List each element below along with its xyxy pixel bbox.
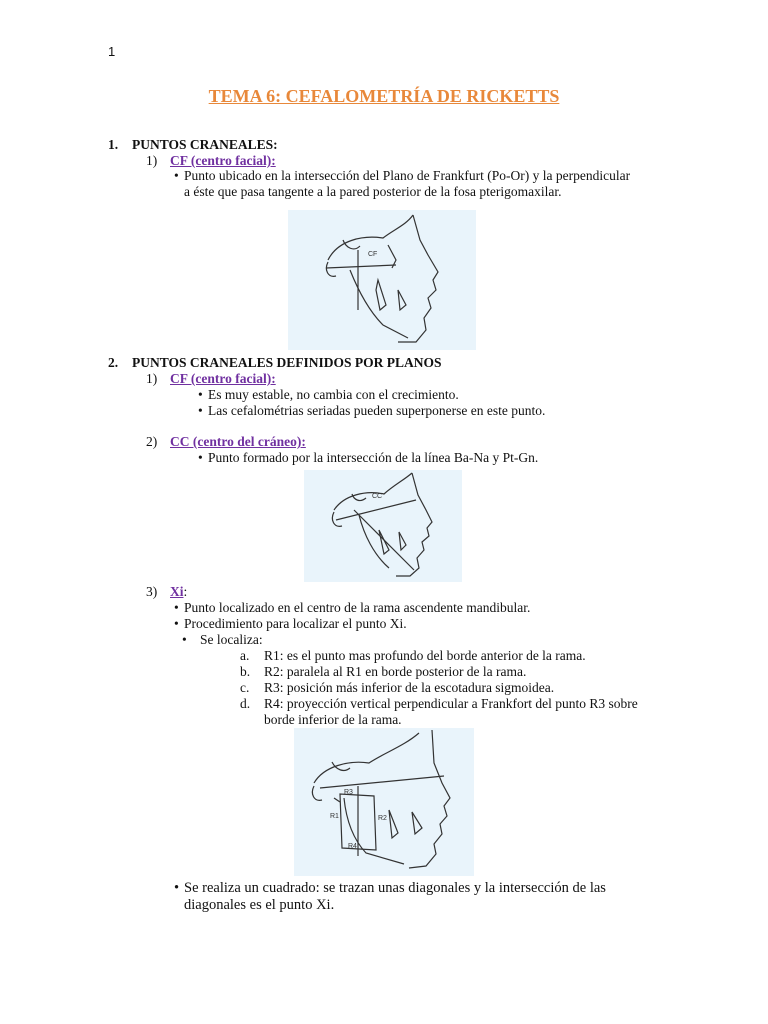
step-d-cont: borde inferior de la rama. xyxy=(264,712,402,727)
step-text: R2: paralela al R1 en borde posterior de la rama. xyxy=(264,664,527,679)
bullet-text: Punto ubicado en la intersección del Plano de Frankfurt (Po-Or) y la perpendicular xyxy=(184,168,631,183)
bullet-cf-definition xyxy=(174,168,630,184)
bullet-text: Es muy estable, no cambia con el crecimiento. xyxy=(208,387,459,402)
bullet-dot: • xyxy=(198,387,203,402)
skull-diagram-1 xyxy=(288,210,476,350)
bullet-cf-superpose xyxy=(198,403,545,419)
skull-diagram-3 xyxy=(294,728,474,876)
r2-label: R2 xyxy=(378,815,387,822)
cf-link-2[interactable]: CF (centro facial): xyxy=(170,371,276,386)
section-2-item-1 xyxy=(146,371,276,387)
item-number: 1) xyxy=(146,371,158,386)
bullet-dot: • xyxy=(174,880,180,896)
item-number: 3) xyxy=(146,584,158,599)
section-2-item-3 xyxy=(146,584,187,600)
bullet-cf-definition-cont: a éste que pasa tangente a la pared posterior de la fosa pterigomaxilar. xyxy=(184,184,562,199)
step-key: d. xyxy=(240,696,251,711)
step-text: R3: posición más inferior de la escotadura sigmoidea. xyxy=(264,680,555,695)
bullet-cc-definition xyxy=(198,450,538,466)
section-2-number: 2. xyxy=(108,355,119,370)
bullet-xi-procedure xyxy=(174,616,407,632)
figure-cc-cephalogram xyxy=(304,470,462,582)
cf-figure-label: CF xyxy=(368,251,378,258)
r4-label: R4 xyxy=(348,843,357,850)
step-key: a. xyxy=(240,648,250,663)
bullet-text: Punto localizado en el centro de la rama ascendente mandibular. xyxy=(184,600,531,615)
bullet-se-localiza xyxy=(182,632,263,648)
cc-figure-label: CC xyxy=(372,493,383,500)
bullet-text: Punto formado por la intersección de la línea Ba-Na y Pt-Gn. xyxy=(208,450,539,465)
bullet-xi-square-cont: diagonales es el punto Xi. xyxy=(184,897,335,913)
xi-colon: : xyxy=(183,584,188,599)
bullet-text: Se realiza un cuadrado: se trazan unas diagonales y la intersección de las xyxy=(184,880,606,896)
r3-label: R3 xyxy=(344,789,353,796)
page-number: 1 xyxy=(108,44,116,59)
item-number: 2) xyxy=(146,434,158,449)
step-text: R4: proyección vertical perpendicular a Frankfort del punto R3 sobre xyxy=(264,696,638,711)
bullet-dot: • xyxy=(198,403,203,418)
skull-diagram-2 xyxy=(304,470,462,582)
step-key: c. xyxy=(240,680,250,695)
bullet-dot: • xyxy=(174,600,179,615)
document-title: TEMA 6: CEFALOMETRÍA DE RICKETTS xyxy=(208,86,560,106)
bullet-text: Se localiza: xyxy=(200,632,263,647)
r1-label: R1 xyxy=(330,813,339,820)
bullet-xi-square xyxy=(174,880,606,897)
bullet-cf-stable xyxy=(198,387,459,403)
step-key: b. xyxy=(240,664,251,679)
bullet-xi-definition xyxy=(174,600,530,616)
figure-cf-cephalogram xyxy=(288,210,476,350)
item-number: 1) xyxy=(146,153,158,168)
step-b xyxy=(240,664,526,680)
section-2-title: PUNTOS CRANEALES DEFINIDOS POR PLANOS xyxy=(132,355,442,370)
step-c xyxy=(240,680,554,696)
xi-link[interactable]: Xi xyxy=(170,584,184,599)
bullet-text: Las cefalométrias seriadas pueden superponerse en este punto. xyxy=(208,403,546,418)
section-2-heading xyxy=(108,355,442,371)
step-a xyxy=(240,648,586,664)
bullet-text: Procedimiento para localizar el punto Xi. xyxy=(184,616,407,631)
section-1-item-1 xyxy=(146,153,276,169)
step-text: R1: es el punto mas profundo del borde anterior de la rama. xyxy=(264,648,586,663)
section-2-item-2 xyxy=(146,434,306,450)
section-1-heading xyxy=(108,137,278,153)
cf-link[interactable]: CF (centro facial): xyxy=(170,153,276,168)
section-1-title: PUNTOS CRANEALES: xyxy=(132,137,278,152)
bullet-dot: • xyxy=(198,450,203,465)
bullet-dot: • xyxy=(182,632,187,647)
bullet-dot: • xyxy=(174,616,179,631)
section-1-number: 1. xyxy=(108,137,119,152)
bullet-dot: • xyxy=(174,168,179,183)
cc-link[interactable]: CC (centro del cráneo): xyxy=(170,434,306,449)
figure-xi-cephalogram xyxy=(294,728,474,876)
step-d xyxy=(240,696,638,712)
